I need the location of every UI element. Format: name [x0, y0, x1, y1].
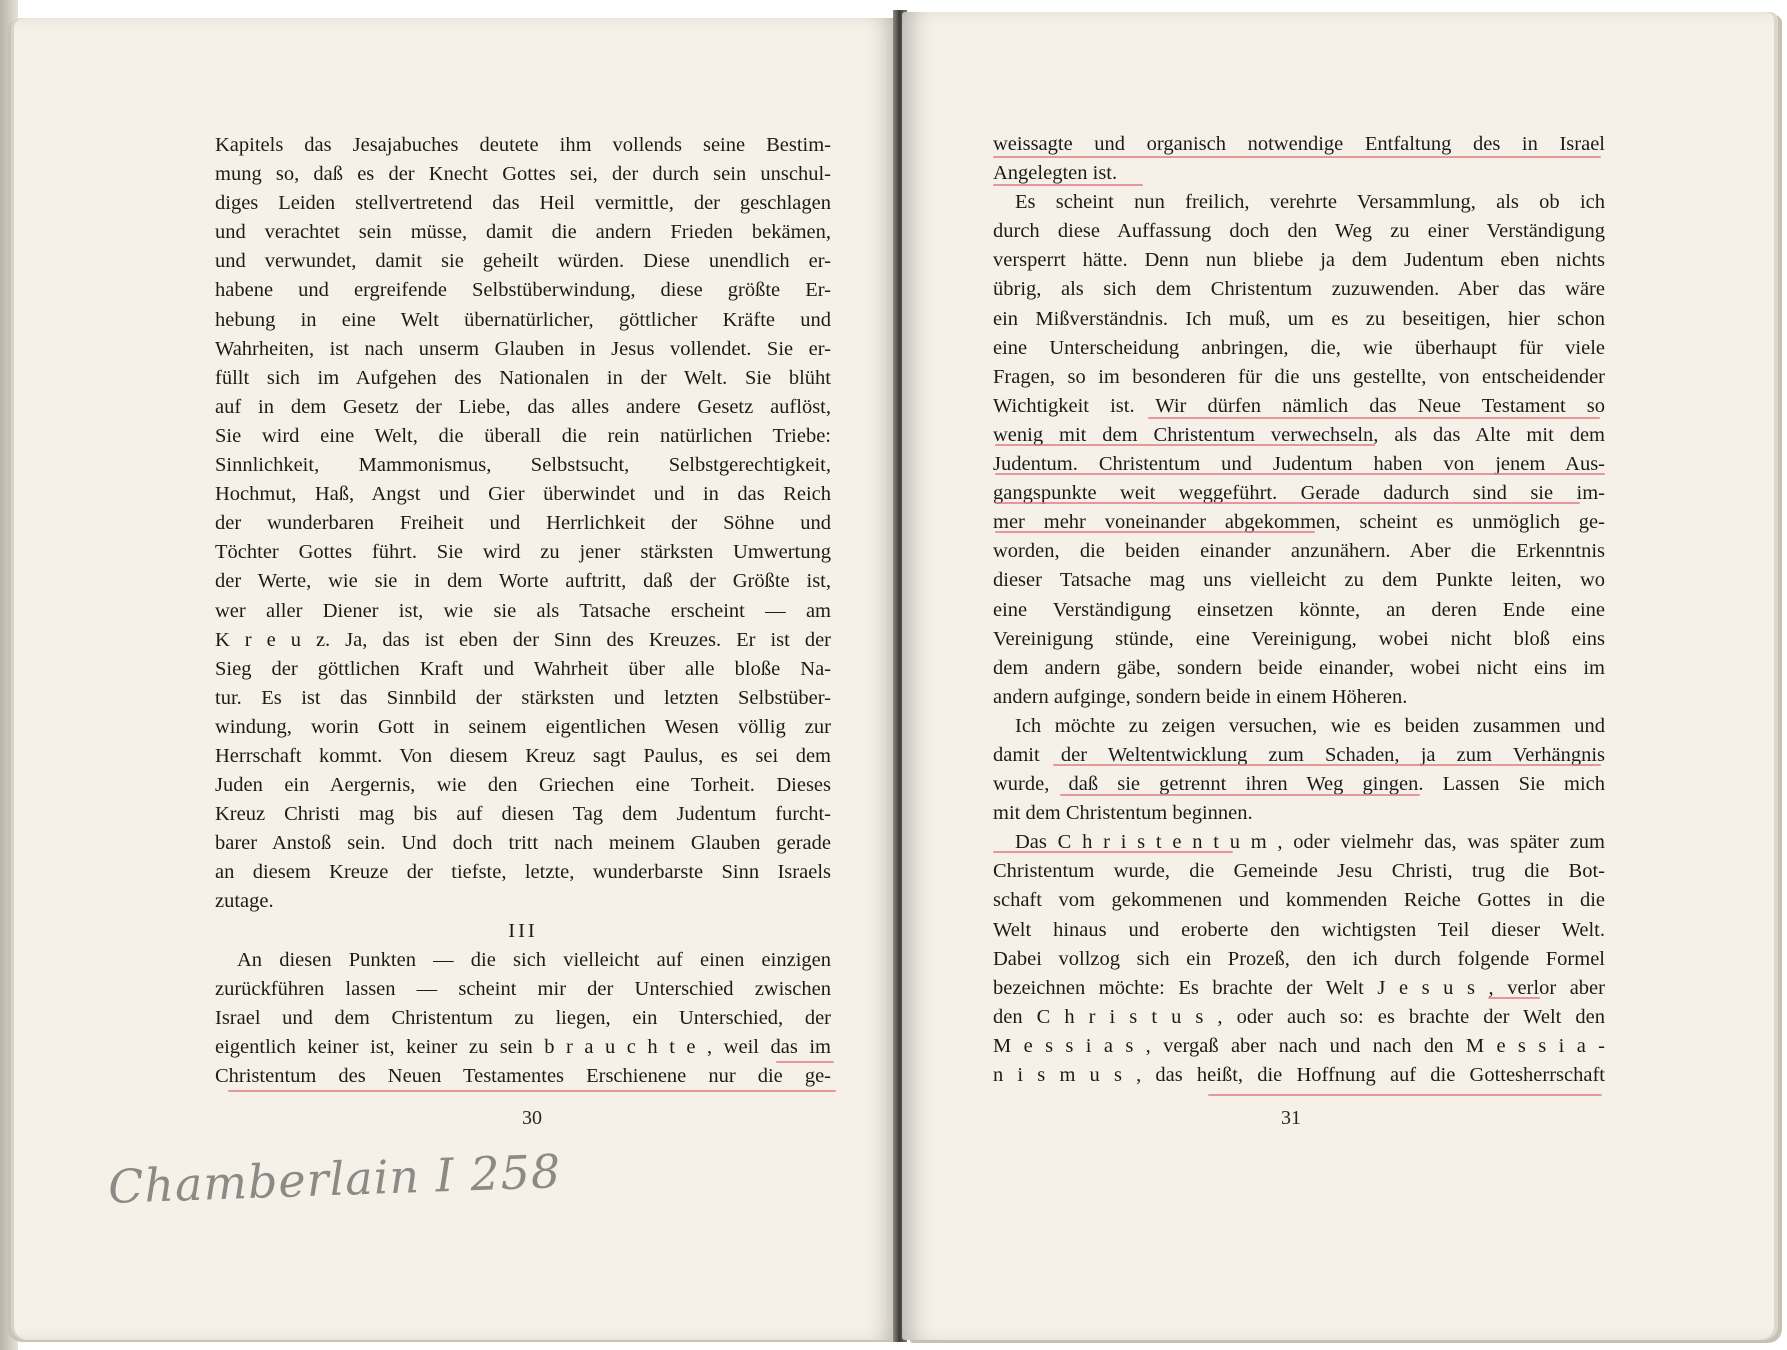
- red-underline-mark: [993, 156, 1601, 158]
- text-line: Dabei vollzog sich ein Prozeß, den ich durch folgende Formel: [993, 947, 1605, 970]
- text-line: mit dem Christentum beginnen.: [993, 802, 1253, 825]
- text-line: n i s m u s , das heißt, die Hoffnung auf die Gottesherrschaft: [993, 1064, 1605, 1086]
- text-line: wenig mit dem Christentum verwechseln, als das Alte mit dem: [993, 423, 1605, 446]
- text-line: zurückführen lassen — scheint mir der Unterschied zwischen: [215, 977, 831, 1000]
- text-line: andern aufginge, sondern beide in einem Höheren.: [993, 685, 1408, 708]
- text-line: und verachtet sein müsse, damit die andern Frieden bekämen,: [215, 221, 831, 244]
- text-line: An diesen Punkten — die sich vielleicht auf einen einzigen: [237, 948, 831, 971]
- text-line: füllt sich im Aufgehen des Nationalen in der Welt. Sie blüht: [215, 366, 831, 389]
- text-line: auf in dem Gesetz der Liebe, das alles andere Gesetz auflöst,: [215, 395, 831, 418]
- text-line: übrig, als sich dem Christentum zuzuwenden. Aber das wäre: [993, 278, 1605, 301]
- text-line: Christentum des Neuen Testamentes Erschienene nur die ge-: [215, 1065, 831, 1087]
- text-line: versperrt hätte. Denn nun bliebe ja dem Judentum eben nichts: [993, 249, 1605, 272]
- text-line: Hochmut, Haß, Angst und Gier überwindet und in das Reich: [215, 483, 831, 506]
- page-number: 31: [1281, 1107, 1301, 1129]
- text-line: Kreuz Christi mag bis auf diesen Tag dem Judentum furcht-: [215, 803, 831, 826]
- right-page-text: [993, 130, 1605, 1090]
- text-line: Wichtigkeit ist. Wir dürfen nämlich das Neue Testament so: [993, 394, 1605, 417]
- text-line: Vereinigung stünde, eine Vereinigung, wobei nicht bloß eins: [993, 627, 1605, 650]
- page-number: 30: [522, 1107, 542, 1129]
- text-line: schaft vom gekommenen und kommenden Reiche Gottes in die: [993, 889, 1605, 912]
- red-underline-mark: [993, 184, 1143, 186]
- text-line: worden, die beiden einander anzunähern. Aber die Erkenntnis: [993, 540, 1605, 563]
- red-underline-mark: [228, 1090, 836, 1092]
- text-line: Es scheint nun freilich, verehrte Versammlung, als ob ich: [1015, 191, 1605, 214]
- text-line: weissagte und organisch notwendige Entfaltung des in Israel: [993, 133, 1605, 155]
- text-line: M e s s i a s , vergaß aber nach und nach den M e s s i a -: [993, 1034, 1605, 1057]
- red-underline-mark: [1488, 997, 1540, 999]
- text-line: eine Verständigung einsetzen könnte, an deren Ende eine: [993, 598, 1605, 621]
- red-underline-mark: [993, 851, 1233, 853]
- text-line: Kapitels das Jesajabuches deutete ihm vollends seine Bestim-: [215, 134, 831, 156]
- text-line: Judentum. Christentum und Judentum haben von jenem Aus-: [993, 453, 1605, 476]
- text-line: Israel und dem Christentum zu liegen, ein Unterschied, der: [215, 1006, 831, 1029]
- red-underline-mark: [1148, 417, 1600, 419]
- text-line: dem andern gäbe, sondern beide einander, wobei nicht eins im: [993, 656, 1605, 679]
- text-line: Wahrheiten, ist nach unserm Glauben in Jesus vollendet. Sie er-: [215, 337, 831, 360]
- text-line: Ich möchte zu zeigen versuchen, wie es beiden zusammen und: [1015, 714, 1605, 737]
- text-line: der Werte, wie sie in dem Worte auftritt, daß der Größte ist,: [215, 570, 831, 593]
- text-line: eine Unterscheidung anbringen, die, wie überhaupt für viele: [993, 336, 1605, 359]
- red-underline-mark: [995, 502, 1580, 504]
- red-underline-mark: [1060, 794, 1420, 796]
- text-line: Sinnlichkeit, Mammonismus, Selbstsucht, Selbstgerechtigkeit,: [215, 454, 831, 477]
- text-line: Herrschaft kommt. Von diesem Kreuz sagt Paulus, es sei dem: [215, 744, 831, 767]
- text-line: eigentlich keiner ist, keiner zu sein b r a u c h t e , weil das im: [215, 1035, 831, 1058]
- text-line: Fragen, so im besonderen für die uns gestellte, von entscheidender: [993, 365, 1605, 388]
- red-underline-mark: [1053, 764, 1601, 766]
- red-underline-mark: [995, 473, 1605, 475]
- text-line: den C h r i s t u s , oder auch so: es brachte der Welt den: [993, 1005, 1605, 1028]
- text-line: wurde, daß sie getrennt ihren Weg gingen. Lassen Sie mich: [993, 773, 1605, 796]
- section-heading: III: [508, 919, 538, 942]
- text-line: Das C h r i s t e n t u m , oder vielmehr das, was später zum: [1015, 831, 1605, 854]
- left-page-text: [215, 131, 831, 1091]
- text-line: mer mehr voneinander abgekommen, scheint es unmöglich ge-: [993, 511, 1605, 534]
- text-line: Welt hinaus und eroberte den wichtigsten Teil dieser Welt.: [993, 918, 1605, 941]
- text-line: Angelegten ist.: [993, 162, 1118, 185]
- text-line: hebung in eine Welt übernatürlicher, göttlicher Kräfte und: [215, 308, 831, 331]
- text-line: Sie wird eine Welt, die überall die rein natürlichen Triebe:: [215, 424, 831, 447]
- text-line: zutage.: [215, 890, 274, 913]
- text-line: habene und ergreifende Selbstüberwindung, diese größte Er-: [215, 279, 831, 302]
- text-line: diges Leiden stellvertretend das Heil vermittle, der geschlagen: [215, 192, 831, 215]
- text-line: mung so, daß es der Knecht Gottes sei, der durch sein unschul-: [215, 163, 831, 186]
- text-line: dieser Tatsache mag uns vielleicht zu dem Punkte leiten, wo: [993, 569, 1605, 592]
- text-line: Christentum wurde, die Gemeinde Jesu Christi, trug die Bot-: [993, 860, 1605, 883]
- red-underline-mark: [1208, 1094, 1602, 1096]
- text-line: Juden ein Aergernis, wie den Griechen eine Torheit. Dieses: [215, 774, 831, 797]
- red-underline-mark: [995, 531, 1315, 533]
- text-line: und verwundet, damit sie geheilt würden. Diese unendlich er-: [215, 250, 831, 273]
- text-line: damit der Weltentwicklung zum Schaden, ja zum Verhängnis: [993, 743, 1605, 766]
- text-line: der wunderbaren Freiheit und Herrlichkeit der Söhne und: [215, 512, 831, 535]
- text-line: ein Mißverständnis. Ich muß, um es zu beseitigen, hier schon: [993, 307, 1605, 330]
- text-line: gangspunkte weit weggeführt. Gerade dadurch sind sie im-: [993, 482, 1605, 505]
- text-line: barer Anstoß sein. Und doch tritt nach meinem Glauben gerade: [215, 832, 831, 855]
- text-line: bezeichnen möchte: Es brachte der Welt J e s u s , verlor aber: [993, 976, 1605, 999]
- text-line: an diesem Kreuze der tiefste, letzte, wunderbarste Sinn Israels: [215, 861, 831, 884]
- text-line: durch diese Auffassung doch den Weg zu einer Verständigung: [993, 220, 1605, 243]
- text-line: Töchter Gottes führt. Sie wird zu jener stärksten Umwertung: [215, 541, 831, 564]
- handwritten-note: Chamberlain I 258: [107, 1144, 563, 1214]
- text-line: Sieg der göttlichen Kraft und Wahrheit über alle bloße Na-: [215, 657, 831, 680]
- text-line: windung, worin Gott in seinem eigentlichen Wesen völlig zur: [215, 715, 831, 738]
- red-underline-mark: [776, 1061, 834, 1063]
- red-underline-mark: [995, 444, 1375, 446]
- text-line: tur. Es ist das Sinnbild der stärksten und letzten Selbstüber-: [215, 686, 831, 709]
- text-line: K r e u z. Ja, das ist eben der Sinn des Kreuzes. Er ist der: [215, 628, 831, 651]
- text-line: wer aller Diener ist, wie sie als Tatsache erscheint — am: [215, 599, 831, 622]
